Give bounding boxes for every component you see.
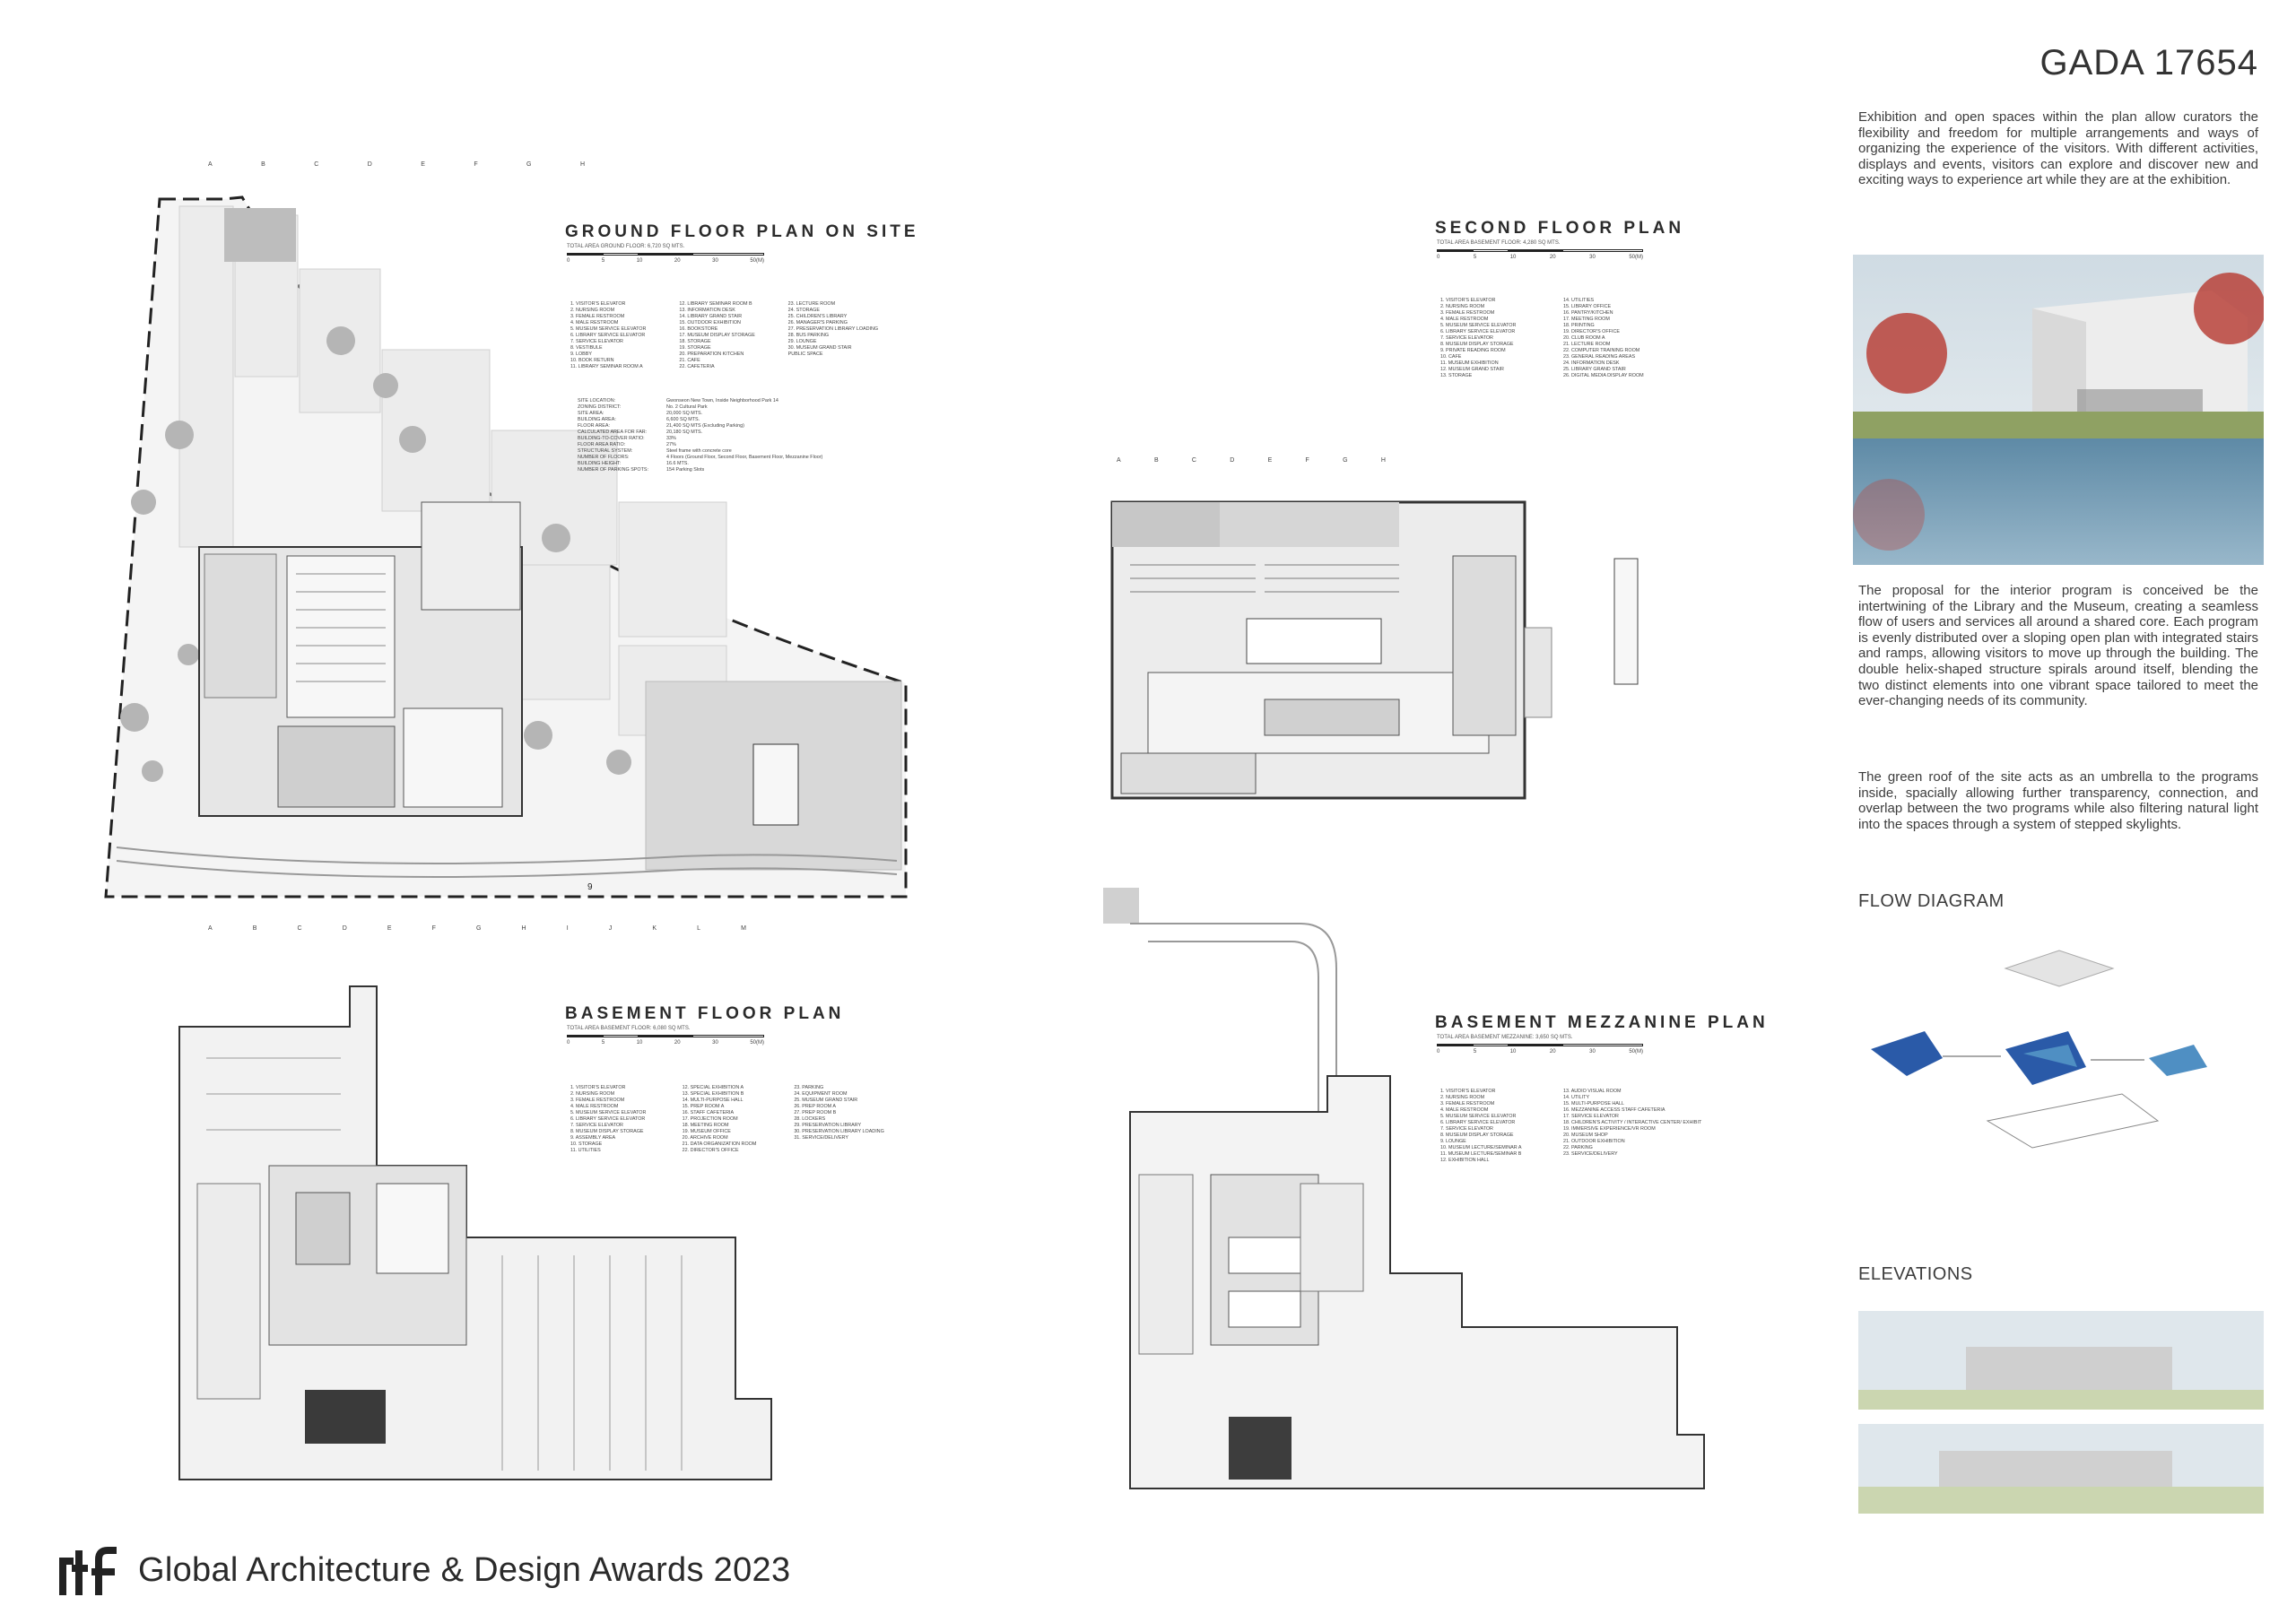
grid-label: L [697, 925, 700, 932]
legend-item: 23. SERVICE/DELIVERY [1563, 1151, 1618, 1157]
legend-item: 9. PRIVATE READING ROOM [1440, 348, 1506, 353]
legend-item: 17. SERVICE ELEVATOR [1563, 1114, 1619, 1119]
grid-label: A [208, 161, 213, 168]
legend-item: 5. MUSEUM SERVICE ELEVATOR [570, 326, 647, 332]
mezzanine-plan-subtitle: TOTAL AREA BASEMENT MEZZANINE: 3,650 SQ MTS. [1437, 1035, 1573, 1040]
legend-item: 12. EXHIBITION HALL [1440, 1158, 1490, 1163]
legend-item: 27. PRESERVATION LIBRARY LOADING [787, 326, 879, 332]
legend-item: 20,000 SQ MTS. [665, 411, 703, 416]
legend-item: 1. VISITOR'S ELEVATOR [570, 1085, 626, 1090]
legend-item: 9. LOBBY [570, 352, 592, 357]
legend-item: FLOOR AREA RATIO: [578, 442, 626, 447]
legend-item: 21,400 SQ MTS (Excluding Parking) [665, 423, 744, 429]
legend-item: 16.6 MTS. [665, 461, 689, 466]
legend-item: 23. PARKING [794, 1085, 824, 1090]
legend-item: 28. LOCKERS [794, 1116, 826, 1122]
legend-item: 6. LIBRARY SERVICE ELEVATOR [1440, 1120, 1516, 1125]
legend-item: FLOOR AREA: [578, 423, 610, 429]
grid-label: K [652, 925, 657, 932]
ground-floor-plan [0, 0, 1013, 906]
legend-item: STRUCTURAL SYSTEM: [578, 448, 633, 454]
mezzanine-plan [996, 879, 1776, 1506]
legend-item: 12. MUSEUM GRAND STAIR [1440, 367, 1504, 372]
site-info-values [666, 398, 822, 473]
grid-label: B [1153, 457, 1159, 464]
elevation-1 [1858, 1311, 2264, 1410]
grid-label: G [475, 925, 482, 932]
legend-item: 16. BOOKSTORE [679, 326, 718, 332]
legend-item: 1. VISITOR'S ELEVATOR [1440, 1089, 1496, 1094]
grid-label: C [1191, 457, 1196, 464]
legend-item: 16. STAFF CAFETERIA [682, 1110, 735, 1115]
grid-label: C [297, 925, 302, 932]
scale-tick: 30 [1589, 255, 1596, 260]
scale-tick: 50(M) [750, 1040, 764, 1046]
legend-item: 9. ASSEMBLY AREA [570, 1135, 616, 1141]
legend-item: 15. LIBRARY OFFICE [1563, 304, 1612, 309]
sheet-id-label: GADA 17654 [2039, 43, 2258, 82]
scale-tick: 50(M) [750, 258, 764, 264]
legend-item: 15. PREP ROOM A [682, 1104, 725, 1109]
legend-item: 6. LIBRARY SERVICE ELEVATOR [1440, 329, 1516, 334]
legend-item: 21. CAFE [679, 358, 700, 363]
svg-text:9: 9 [587, 882, 593, 892]
legend-item: 18. STORAGE [679, 339, 711, 344]
legend-item: 8. MUSEUM DISPLAY STORAGE [570, 1129, 644, 1134]
legend-item: 7. SERVICE ELEVATOR [1440, 335, 1493, 341]
legend-item: 12. LIBRARY SEMINAR ROOM B [679, 301, 752, 307]
legend-item: 10. MUSEUM LECTURE/SEMINAR A [1440, 1145, 1522, 1150]
elevations-heading: ELEVATIONS [1858, 1264, 1973, 1284]
second-floor-plan [996, 206, 1713, 834]
legend-item: 8. MUSEUM DISPLAY STORAGE [1440, 1133, 1514, 1138]
legend-item: 30. PRESERVATION LIBRARY LOADING [794, 1129, 884, 1134]
scale-tick: 0 [1437, 1049, 1440, 1055]
basement-grid-cols [208, 925, 746, 932]
legend-item: 3. FEMALE RESTROOM [1440, 310, 1495, 316]
grid-label: D [367, 161, 372, 168]
grid-label: D [342, 925, 347, 932]
legend-item: 26. DIGITAL MEDIA DISPLAY ROOM [1563, 373, 1644, 378]
grid-label: F [1305, 457, 1309, 464]
scale-tick: 10 [1509, 255, 1517, 260]
ground-legend [570, 301, 884, 370]
legend-item: 19. DIRECTOR'S OFFICE [1563, 329, 1620, 334]
legend-item: 29. PRESERVATION LIBRARY [794, 1123, 862, 1128]
footer [57, 1539, 790, 1601]
mezzanine-drawing [996, 879, 1776, 1506]
legend-item: 16. PANTRY/KITCHEN [1563, 310, 1613, 316]
legend-item: 23. LECTURE ROOM [787, 301, 836, 307]
mezzanine-plan-title: BASEMENT MEZZANINE PLAN [1435, 1013, 1769, 1032]
ground-grid-cols [208, 161, 585, 168]
grid-label: F [474, 161, 478, 168]
legend-item: BUILDING-TO-COVER RATIO: [578, 436, 645, 441]
ground-plan-subtitle: TOTAL AREA GROUND FLOOR: 6,720 SQ MTS. [567, 244, 685, 249]
legend-item: 14. MULTI-PURPOSE HALL [682, 1098, 744, 1103]
grid-label: A [1117, 457, 1121, 464]
scale-tick: 20 [1549, 255, 1556, 260]
basement-plan-subtitle: TOTAL AREA BASEMENT FLOOR: 6,080 SQ MTS. [567, 1026, 691, 1031]
green-roof-text: The green roof of the site acts as an umbrella to the programs inside, spacially allowing further transparency, connection, and overlap between the two programs while also filtering natural light into the spaces through a system of stepped skylights. [1858, 769, 2258, 832]
legend-item: 21. DATA ORGANIZATION ROOM [682, 1141, 757, 1147]
grid-label: H [579, 161, 585, 168]
legend-item: 25. MUSEUM GRAND STAIR [794, 1098, 858, 1103]
legend-item: 6. LIBRARY SERVICE ELEVATOR [570, 333, 646, 338]
basement-legend [570, 1085, 893, 1154]
legend-item: 25. LIBRARY GRAND STAIR [1563, 367, 1626, 372]
legend-item: 4. MALE RESTROOM [1440, 1107, 1489, 1113]
second-plan-title: SECOND FLOOR PLAN [1435, 219, 1685, 238]
legend-item: CALCULATED AREA FOR FAR: [578, 430, 648, 435]
scale-tick: 5 [601, 258, 605, 264]
legend-item: 10. CAFE [1440, 354, 1462, 360]
legend-item: 7. SERVICE ELEVATOR [570, 339, 623, 344]
legend-item: 3. FEMALE RESTROOM [570, 314, 625, 319]
grid-label: J [608, 925, 613, 932]
legend-item: Steel frame with concrete core [665, 448, 732, 454]
second-plan-subtitle: TOTAL AREA BASEMENT FLOOR: 4,280 SQ MTS. [1437, 240, 1561, 246]
legend-item: 1. VISITOR'S ELEVATOR [570, 301, 626, 307]
legend-item: 3. FEMALE RESTROOM [1440, 1101, 1495, 1107]
grid-label: G [526, 161, 532, 168]
scale-tick: 50(M) [1629, 1049, 1643, 1055]
legend-item: 21. LECTURE ROOM [1563, 342, 1611, 347]
legend-item: 13. INFORMATION DESK [679, 308, 735, 313]
legend-item: 12. SPECIAL EXHIBITION A [682, 1085, 744, 1090]
ground-scale-bar [567, 253, 764, 265]
basement-scale-bar [567, 1035, 764, 1047]
legend-item: 18. CHILDREN'S ACTIVITY / INTERACTIVE CENTER/ EXHIBIT [1563, 1120, 1702, 1125]
legend-item: 28. BUS PARKING [787, 333, 830, 338]
grid-label: B [261, 161, 265, 168]
scale-tick: 5 [1473, 255, 1477, 260]
exterior-render [1853, 255, 2264, 565]
scale-tick: 30 [712, 258, 718, 264]
legend-item: 2. NURSING ROOM [570, 1091, 615, 1097]
grid-label: I [566, 925, 569, 932]
legend-item: 20. PREPARATION KITCHEN [679, 352, 744, 357]
ground-site-info [578, 398, 883, 473]
scale-tick: 10 [636, 258, 643, 264]
legend-item: BUILDING HEIGHT: [578, 461, 622, 466]
legend-item: NUMBER OF PARKING SPOTS: [578, 467, 648, 473]
site-info-labels [578, 398, 648, 473]
legend-item: 25. CHILDREN'S LIBRARY [787, 314, 848, 319]
grid-label: E [421, 161, 425, 168]
legend-item: 8. VESTIBULE [570, 345, 603, 351]
flow-diagram [1853, 942, 2266, 1175]
scale-tick: 20 [1549, 1049, 1556, 1055]
legend-item: 27% [665, 442, 676, 447]
legend-item: 18. MEETING ROOM [682, 1123, 729, 1128]
second-legend [1440, 298, 1674, 379]
scale-tick: 10 [1509, 1049, 1517, 1055]
grid-label: E [1267, 457, 1273, 464]
legend-item: 17. MEETING ROOM [1563, 317, 1610, 322]
legend-item: 2. NURSING ROOM [1440, 1095, 1485, 1100]
legend-item: BUILDING AREA: [578, 417, 616, 422]
legend-item: 18. PRINTING [1563, 323, 1595, 328]
legend-item: 10. BOOK RETURN [570, 358, 614, 363]
grid-label: G [1343, 457, 1348, 464]
legend-item: 4 Floors (Ground Floor, Second Floor, Basement Floor, Mezzanine Floor) [665, 455, 823, 460]
legend-item: SITE AREA: [578, 411, 604, 416]
legend-item: 13. AUDIO VISUAL ROOM [1563, 1089, 1622, 1094]
legend-item: 26. PREP ROOM A [794, 1104, 836, 1109]
legend-item: 5. MUSEUM SERVICE ELEVATOR [570, 1110, 647, 1115]
legend-item: 33% [665, 436, 676, 441]
legend-item: ZONING DISTRICT: [578, 404, 622, 410]
legend-item: 7. SERVICE ELEVATOR [1440, 1126, 1493, 1132]
program-text: The proposal for the interior program is conceived be the intertwining of the Library and the Museum, creating a seamless flow of users and services all around a shared core. Each program is evenly distributed over a sloping open plan with integrated stairs and ramps, allowing visitors to move up through the building. The double helix-shaped structure spirals around itself, blending the two distinct elements into one vibrant space tailored to meet the ever-changing needs of its community. [1858, 583, 2258, 709]
legend-item: 11. LIBRARY SEMINAR ROOM A [570, 364, 643, 369]
scale-tick: 20 [674, 1040, 681, 1046]
mezzanine-scale-bar [1437, 1044, 1643, 1056]
intro-text: Exhibition and open spaces within the plan allow curators the flexibility and freedom for multiple arrangements and ways of organizing the experience of the visitors. With different activities, displays and events, visitors can explore and discover new and exciting ways to experience art while they are at the exhibition. [1858, 109, 2258, 188]
legend-item: 22. COMPUTER TRAINING ROOM [1563, 348, 1640, 353]
legend-item: Gwonseon New Town, Inside Neighborhood Park 14 [665, 398, 778, 404]
legend-item: 24. STORAGE [787, 308, 820, 313]
legend-item: 19. STORAGE [679, 345, 711, 351]
legend-item: 154 Parking Slots [665, 467, 705, 473]
legend-item: 4. MALE RESTROOM [1440, 317, 1489, 322]
legend-item: 6. LIBRARY SERVICE ELEVATOR [570, 1116, 646, 1122]
legend-item: NUMBER OF FLOORS: [578, 455, 630, 460]
grid-label: B [252, 925, 257, 932]
legend-item: SITE LOCATION: [578, 398, 616, 404]
legend-item: No. 2 Cultural Park [665, 404, 708, 410]
legend-item: 13. STORAGE [1440, 373, 1473, 378]
scale-tick: 0 [567, 1040, 570, 1046]
legend-item: 19. MUSEUM OFFICE [682, 1129, 731, 1134]
ground-plan-title: GROUND FLOOR PLAN ON SITE [565, 222, 919, 241]
legend-item: 24. EQUIPMENT ROOM [794, 1091, 848, 1097]
legend-item: 2. NURSING ROOM [1440, 304, 1485, 309]
rtf-logo-icon [57, 1541, 122, 1599]
basement-plan-title: BASEMENT FLOOR PLAN [565, 1004, 845, 1023]
basement-floor-plan [0, 915, 1013, 1506]
legend-item: 20. ARCHIVE ROOM [682, 1135, 728, 1141]
legend-item: 11. MUSEUM LECTURE/SEMINAR B [1440, 1151, 1522, 1157]
legend-item: 23. GENERAL READING AREAS [1563, 354, 1636, 360]
basement-floor-drawing [0, 915, 1013, 1506]
legend-item: 24. INFORMATION DESK [1563, 360, 1620, 366]
legend-item: 9. LOUNGE [1440, 1139, 1466, 1144]
legend-item: 17. MUSEUM DISPLAY STORAGE [679, 333, 755, 338]
legend-item: 22. CAFETERIA [679, 364, 715, 369]
legend-item: 3. FEMALE RESTROOM [570, 1098, 625, 1103]
legend-item: 31. SERVICE/DELIVERY [794, 1135, 848, 1141]
legend-item: 29. LOUNGE [787, 339, 817, 344]
grid-label: A [208, 925, 213, 932]
scale-tick: 0 [1437, 255, 1440, 260]
scale-tick: 5 [601, 1040, 605, 1046]
legend-item: 14. UTILITIES [1563, 298, 1595, 303]
legend-item: 10. STORAGE [570, 1141, 603, 1147]
grid-label: D [1230, 457, 1235, 464]
footer-title: Global Architecture & Design Awards 2023 [138, 1550, 791, 1589]
legend-item: 26. MANAGER'S PARKING [787, 320, 848, 325]
second-grid-cols [1117, 457, 1386, 464]
legend-item: 30. MUSEUM GRAND STAIR [787, 345, 852, 351]
grid-label: H [1380, 457, 1386, 464]
scale-tick: 10 [636, 1040, 643, 1046]
scale-tick: 20 [674, 258, 681, 264]
legend-item: 22. PARKING [1563, 1145, 1593, 1150]
legend-item: 16. MEZZANINE ACCESS STAFF CAFETERIA [1563, 1107, 1665, 1113]
legend-item: 14. UTILITY [1563, 1095, 1590, 1100]
legend-item: 5. MUSEUM SERVICE ELEVATOR [1440, 1114, 1517, 1119]
legend-item: 15. OUTDOOR EXHIBITION [679, 320, 741, 325]
scale-tick: 50(M) [1629, 255, 1643, 260]
flow-diagram-heading: FLOW DIAGRAM [1858, 891, 2005, 911]
grid-label: M [741, 925, 746, 932]
legend-item: 2. NURSING ROOM [570, 308, 615, 313]
legend-item: 4. MALE RESTROOM [570, 320, 619, 325]
legend-item: 1. VISITOR'S ELEVATOR [1440, 298, 1496, 303]
legend-item: 17. PROJECTION ROOM [682, 1116, 738, 1122]
legend-item: 20,180 SQ MTS. [665, 430, 703, 435]
legend-item: 27. PREP ROOM B [794, 1110, 837, 1115]
scale-tick: 30 [1589, 1049, 1596, 1055]
legend-item: 11. MUSEUM EXHIBITION [1440, 360, 1499, 366]
legend-item: 13. SPECIAL EXHIBITION B [682, 1091, 744, 1097]
legend-item: 6,600 SQ MTS. [665, 417, 700, 422]
legend-item: 7. SERVICE ELEVATOR [570, 1123, 623, 1128]
legend-item: 14. LIBRARY GRAND STAIR [679, 314, 743, 319]
legend-item: 15. MULTI-PURPOSE HALL [1563, 1101, 1624, 1107]
grid-label: C [314, 161, 319, 168]
legend-item: 11. UTILITIES [570, 1148, 601, 1153]
mezzanine-legend [1440, 1089, 1702, 1164]
elevation-2 [1858, 1424, 2264, 1514]
legend-item: PUBLIC SPACE [787, 352, 823, 357]
legend-item: 22. DIRECTOR'S OFFICE [682, 1148, 739, 1153]
second-scale-bar [1437, 249, 1643, 262]
scale-tick: 5 [1473, 1049, 1477, 1055]
scale-tick: 30 [712, 1040, 718, 1046]
legend-item: 5. MUSEUM SERVICE ELEVATOR [1440, 323, 1517, 328]
grid-label: E [387, 925, 392, 932]
legend-item: 20. MUSEUM SHOP [1563, 1133, 1608, 1138]
grid-label: F [431, 925, 436, 932]
legend-item: 20. CLUB ROOM A [1563, 335, 1605, 341]
legend-item: 21. OUTDOOR EXHIBITION [1563, 1139, 1625, 1144]
scale-tick: 0 [567, 258, 570, 264]
legend-item: 8. MUSEUM DISPLAY STORAGE [1440, 342, 1514, 347]
grid-label: H [521, 925, 526, 932]
legend-item: 4. MALE RESTROOM [570, 1104, 619, 1109]
legend-item: 19. IMMERSIVE EXPERIENCE/VR ROOM [1563, 1126, 1656, 1132]
